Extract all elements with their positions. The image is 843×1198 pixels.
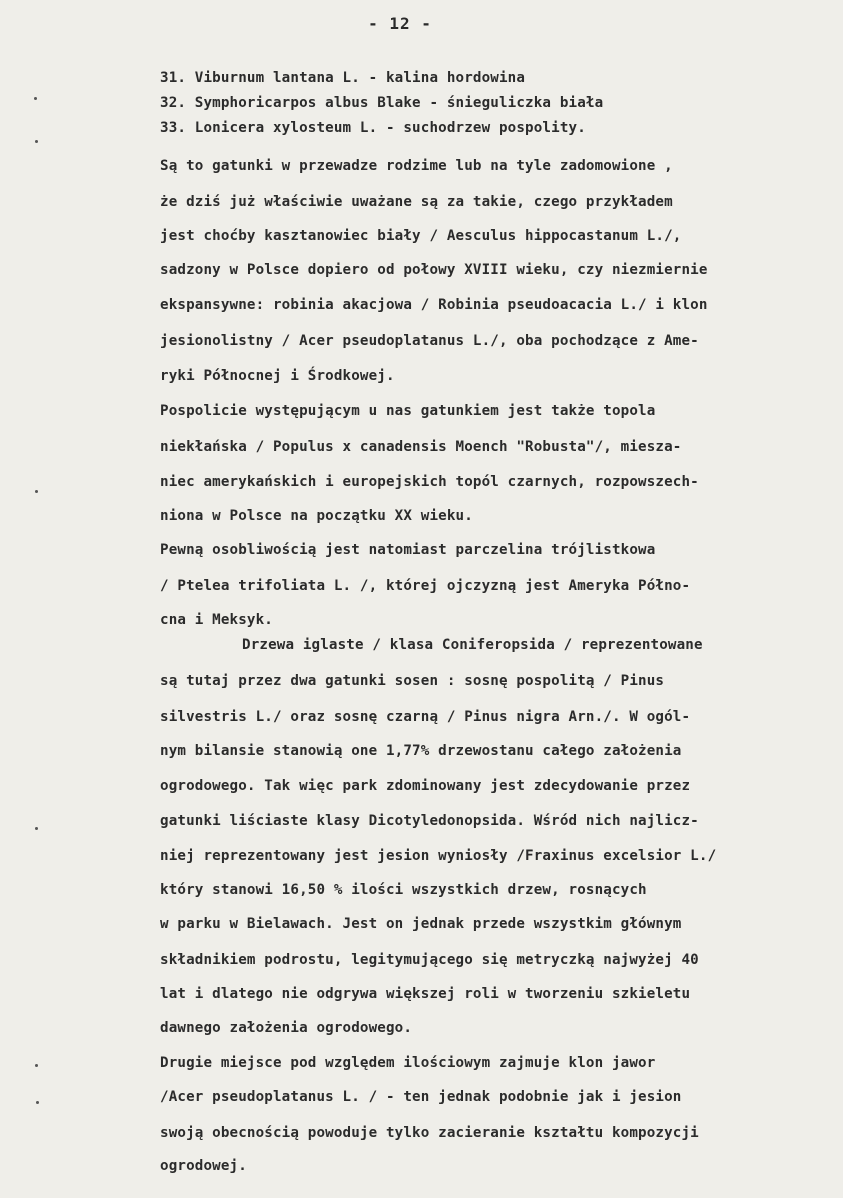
- text-line: który stanowi 16,50 % ilości wszystkich drzew, rosnących: [160, 882, 647, 898]
- text-line: niekłańska / Populus x canadensis Moench "Robusta"/, miesza-: [160, 439, 682, 455]
- text-line: cna i Meksyk.: [160, 612, 273, 628]
- text-line: Są to gatunki w przewadze rodzime lub na tyle zadomowione ,: [160, 158, 673, 174]
- text-line: w parku w Bielawach. Jest on jednak przede wszystkim głównym: [160, 916, 682, 932]
- text-line: Pospolicie występującym u nas gatunkiem jest także topola: [160, 403, 656, 419]
- text-line: dawnego założenia ogrodowego.: [160, 1020, 413, 1036]
- text-line: silvestris L./ oraz sosnę czarną / Pinus nigra Arn./. W ogól-: [160, 709, 691, 725]
- text-line: niec amerykańskich i europejskich topól czarnych, rozpowszech-: [160, 474, 699, 490]
- text-line: ryki Północnej i Środkowej.: [160, 368, 395, 384]
- text-line: 33. Lonicera xylosteum L. - suchodrzew pospolity.: [160, 120, 586, 136]
- text-line: niej reprezentowany jest jesion wyniosły /Fraxinus excelsior L./: [160, 848, 717, 864]
- margin-mark: [35, 490, 38, 493]
- text-line: Drzewa iglaste / klasa Coniferopsida / reprezentowane: [242, 637, 703, 653]
- page-number: - 12 -: [368, 14, 432, 33]
- text-line: ogrodowego. Tak więc park zdominowany jest zdecydowanie przez: [160, 778, 691, 794]
- margin-mark: [36, 1101, 39, 1104]
- text-line: jest choćby kasztanowiec biały / Aesculus hippocastanum L./,: [160, 228, 682, 244]
- text-line: /Acer pseudoplatanus L. / - ten jednak podobnie jak i jesion: [160, 1089, 682, 1105]
- text-line: składnikiem podrostu, legitymującego się metryczką najwyżej 40: [160, 952, 699, 968]
- text-line: lat i dlatego nie odgrywa większej roli w tworzeniu szkieletu: [160, 986, 691, 1002]
- text-line: niona w Polsce na początku XX wieku.: [160, 508, 473, 524]
- text-line: jesionolistny / Acer pseudoplatanus L./, oba pochodzące z Ame-: [160, 333, 699, 349]
- text-line: gatunki liściaste klasy Dicotyledonopsida. Wśród nich najlicz-: [160, 813, 699, 829]
- margin-mark: [34, 97, 37, 100]
- text-line: sadzony w Polsce dopiero od połowy XVIII wieku, czy niezmiernie: [160, 262, 708, 278]
- text-line: Drugie miejsce pod względem ilościowym zajmuje klon jawor: [160, 1055, 656, 1071]
- text-line: 32. Symphoricarpos albus Blake - śnieguliczka biała: [160, 95, 604, 111]
- text-line: Pewną osobliwością jest natomiast parczelina trójlistkowa: [160, 542, 656, 558]
- margin-mark: [35, 827, 38, 830]
- text-line: są tutaj przez dwa gatunki sosen : sosnę pospolitą / Pinus: [160, 673, 665, 689]
- margin-mark: [35, 140, 38, 143]
- text-line: ekspansywne: robinia akacjowa / Robinia pseudoacacia L./ i klon: [160, 297, 708, 313]
- text-line: / Ptelea trifoliata L. /, której ojczyzną jest Ameryka Półno-: [160, 578, 691, 594]
- margin-mark: [35, 1064, 38, 1067]
- text-line: że dziś już właściwie uważane są za takie, czego przykładem: [160, 194, 673, 210]
- text-line: ogrodowej.: [160, 1158, 247, 1174]
- text-line: nym bilansie stanowią one 1,77% drzewostanu całego założenia: [160, 743, 682, 759]
- text-line: 31. Viburnum lantana L. - kalina hordowina: [160, 70, 526, 86]
- text-line: swoją obecnością powoduje tylko zacieranie kształtu kompozycji: [160, 1125, 699, 1141]
